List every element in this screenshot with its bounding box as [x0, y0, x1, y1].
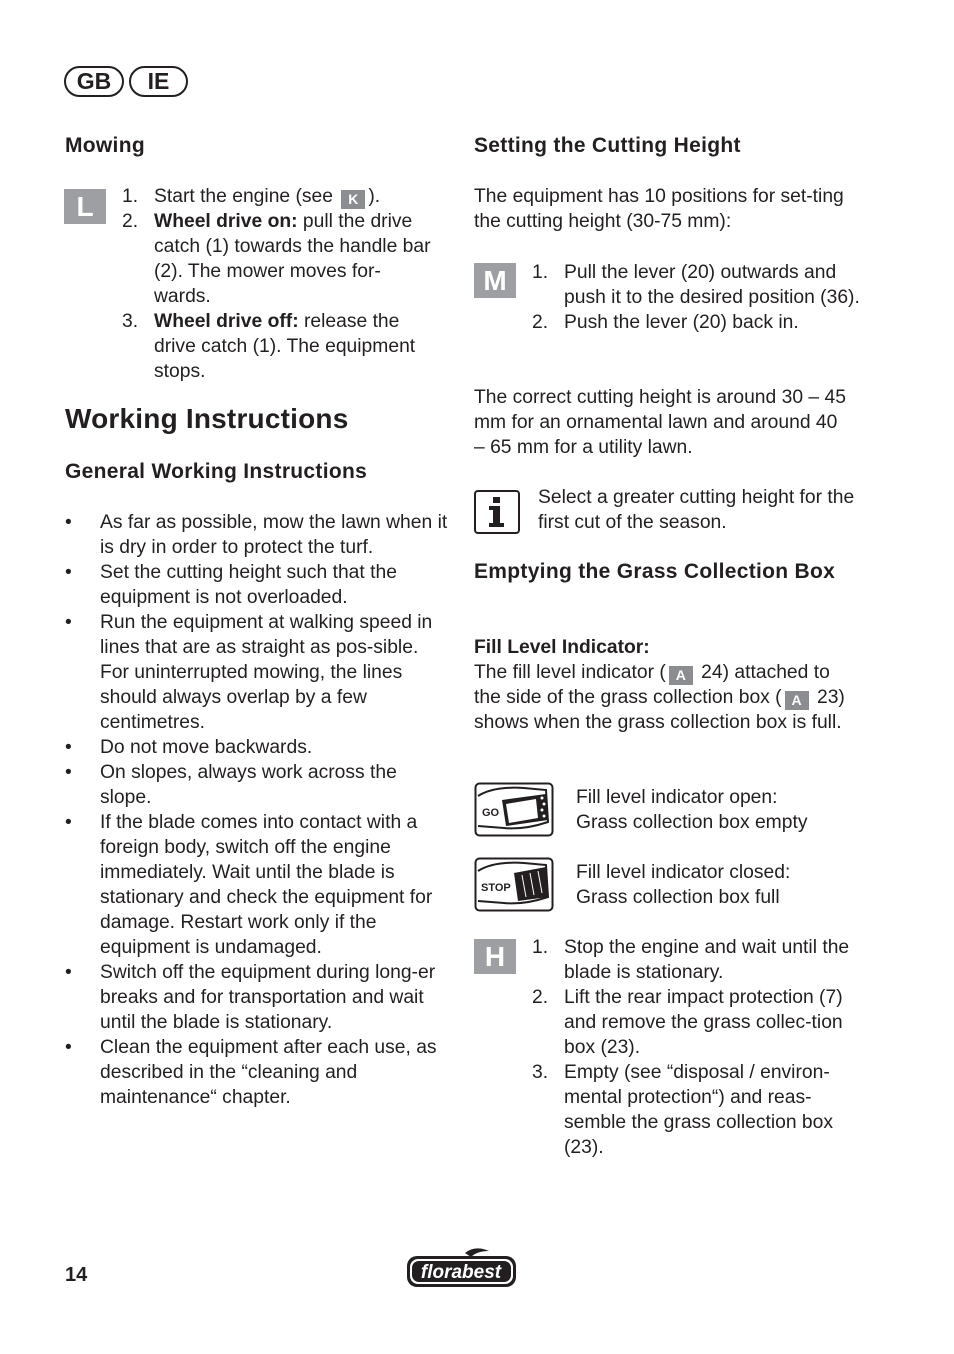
figure-ref-a: A [785, 691, 809, 710]
step-text: pull the drive catch (1) towards the handle bar (2). The mower moves for-wards. [154, 211, 431, 307]
fill-text-2: 24) attached to the side of the grass collection box ( [474, 662, 830, 708]
step-number: 2. [532, 312, 549, 333]
emptying-heading: Emptying the Grass Collection Box [474, 560, 836, 583]
list-item: • Run the equipment at walking speed in lines that are as straight as pos-sible. For uninterrupted mowing, the lines should always overlap by a few centimetres. [65, 610, 450, 735]
step-text: Lift the rear impact protection (7) and remove the grass collec-tion box (23). [564, 987, 843, 1058]
figure-ref-m: M [474, 263, 516, 298]
working-instructions-heading: Working Instructions [65, 403, 349, 434]
stop-line-1: Fill level indicator closed: [576, 862, 791, 883]
step-number: 3. [532, 1062, 549, 1083]
step-text: release the drive catch (1). The equipment stops. [154, 311, 416, 382]
general-working-heading: General Working Instructions [65, 460, 368, 483]
emptying-step [532, 985, 862, 1060]
step-text: Pull the lever (20) outwards and push it to the desired position (36). [564, 262, 860, 308]
step-bold-label: Wheel drive on: [154, 211, 298, 232]
info-tip: Select a greater cutting height for the first cut of the season. [538, 487, 855, 533]
stop-indicator-icon [474, 857, 554, 912]
stop-line-2: Grass collection box full [576, 887, 780, 908]
cutting-step [532, 310, 862, 335]
emptying-step [532, 1060, 862, 1160]
cutting-intro: The equipment has 10 positions for set-ting the cutting height (30-75 mm): [474, 186, 844, 232]
list-item: • Switch off the equipment during long-er breaks and for transportation and wait until the blade is stationary. [65, 960, 450, 1035]
fill-text-1: The fill level indicator ( [474, 662, 666, 683]
go-indicator-icon [474, 782, 554, 837]
fill-level-title: Fill Level Indicator: [474, 637, 650, 658]
go-label: GO [482, 807, 500, 819]
cutting-height-heading: Setting the Cutting Height [474, 134, 741, 157]
figure-ref-h: H [474, 939, 516, 974]
cutting-note: The correct cutting height is around 30 – 45 mm for an ornamental lawn and around 40 – 65 mm for a utility lawn. [474, 387, 846, 458]
list-item: • On slopes, always work across the slope. [65, 760, 450, 810]
step-number: 2. [122, 211, 139, 232]
mowing-step [122, 184, 437, 209]
go-description [576, 785, 866, 835]
working-bullets [65, 510, 450, 1110]
stop-label: STOP [481, 882, 511, 894]
list-item: • Set the cutting height such that the equipment is not overloaded. [65, 560, 450, 610]
figure-ref-k: K [341, 190, 365, 209]
florabest-logo [405, 1247, 518, 1289]
step-bold-label: Wheel drive off: [154, 311, 299, 332]
mowing-step [122, 309, 437, 384]
cutting-step [532, 260, 862, 310]
figure-ref-l: L [64, 189, 106, 224]
step-number: 1. [532, 937, 549, 958]
mowing-steps [122, 184, 437, 384]
step-number: 3. [122, 311, 139, 332]
info-icon [474, 490, 520, 534]
go-line-1: Fill level indicator open: [576, 787, 778, 808]
go-line-2: Grass collection box empty [576, 812, 808, 833]
step-number: 2. [532, 987, 549, 1008]
list-item: • If the blade comes into contact with a foreign body, switch off the engine immediately. Wait until the blade is stationary and check the equipment for damage. Restart work only if the equipment is undamaged. [65, 810, 450, 960]
list-item: • Do not move backwards. [65, 735, 450, 760]
step-text: Stop the engine and wait until the blade is stationary. [564, 937, 850, 983]
fill-text-3: 23) shows when the grass collection box is full. [474, 687, 845, 733]
page-number: 14 [65, 1264, 88, 1286]
mowing-step [122, 209, 437, 309]
lang-badge-gb: GB [64, 66, 124, 97]
brand-name: florabest [420, 1262, 502, 1283]
stop-description [576, 860, 866, 910]
emptying-steps [532, 935, 862, 1160]
list-item: • Clean the equipment after each use, as described in the “cleaning and maintenance“ chapter. [65, 1035, 450, 1110]
list-item: • As far as possible, mow the lawn when it is dry in order to protect the turf. [65, 510, 450, 560]
emptying-step [532, 935, 862, 985]
lang-badge-ie: IE [129, 66, 188, 97]
figure-ref-a: A [669, 666, 693, 685]
cutting-steps [532, 260, 862, 335]
step-number: 1. [532, 262, 549, 283]
step-text: Start the engine (see [154, 186, 339, 207]
step-number: 1. [122, 186, 139, 207]
mowing-heading: Mowing [65, 134, 145, 157]
fill-level-text [474, 660, 854, 735]
step-text: Empty (see “disposal / environ-mental protection“) and reas-semble the grass collection box (23). [564, 1062, 834, 1158]
step-text: Push the lever (20) back in. [564, 312, 799, 333]
step-text-end: ). [368, 186, 381, 207]
